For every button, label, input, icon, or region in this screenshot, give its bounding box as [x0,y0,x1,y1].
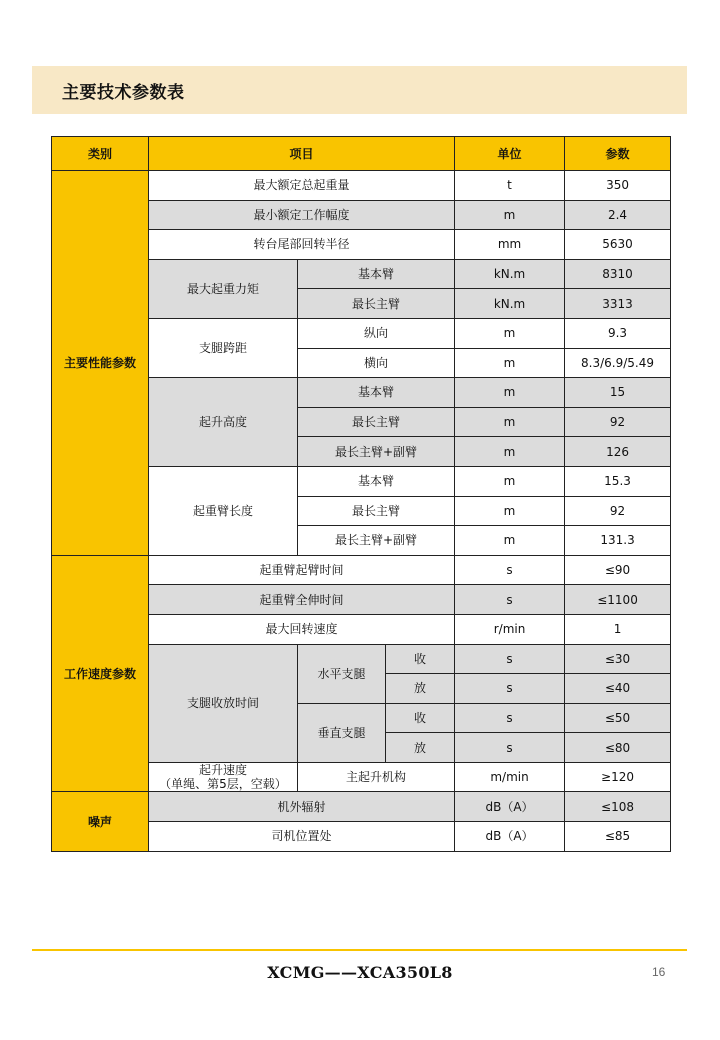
sub-item-cell: 水平支腿 [298,644,386,703]
group-cell: 起重臂长度 [149,466,298,555]
unit-cell: m [455,496,565,526]
value-cell: ≤30 [565,644,671,674]
unit-cell: dB（A） [455,792,565,822]
value-cell: 2.4 [565,200,671,230]
value-cell: 350 [565,171,671,201]
page-title: 主要技术参数表 [62,83,185,103]
unit-cell: m [455,348,565,378]
table-row [52,792,671,822]
unit-cell: dB（A） [455,822,565,852]
sub2-item-cell: 放 [386,674,455,704]
table-header-row [52,137,671,171]
group-cell: 支腿跨距 [149,318,298,377]
value-cell: 3313 [565,289,671,319]
value-cell: 92 [565,496,671,526]
value-cell: 1 [565,614,671,644]
unit-cell: m/min [455,762,565,792]
unit-cell: s [455,703,565,733]
section-title-band [32,66,687,114]
item-cell: 起重臂起臂时间 [149,555,455,585]
value-cell: 9.3 [565,318,671,348]
sub-item-cell: 主起升机构 [298,762,455,792]
unit-cell: m [455,318,565,348]
value-cell: 92 [565,407,671,437]
value-cell: ≤1100 [565,585,671,615]
unit-cell: kN.m [455,259,565,289]
unit-cell: s [455,555,565,585]
header-unit: 单位 [455,137,565,171]
unit-cell: s [455,585,565,615]
value-cell: ≥120 [565,762,671,792]
group-cell-line1: 起升速度 [198,763,247,778]
group-cell: 最大起重力矩 [149,259,298,318]
unit-cell: m [455,200,565,230]
group-cell [149,762,298,792]
table-row [52,555,671,585]
unit-cell: m [455,526,565,556]
item-cell: 最大回转速度 [149,614,455,644]
header-item: 项目 [149,137,455,171]
sub-item-cell: 纵向 [298,318,455,348]
page-number: 16 [652,965,666,979]
unit-cell: s [455,644,565,674]
value-cell: ≤90 [565,555,671,585]
sub2-item-cell: 收 [386,644,455,674]
unit-cell: mm [455,230,565,260]
value-cell: 15.3 [565,466,671,496]
value-cell: ≤108 [565,792,671,822]
group-cell: 起升高度 [149,378,298,467]
value-cell: ≤80 [565,733,671,763]
sub-item-cell: 最长主臂+副臂 [298,437,455,467]
item-cell: 最大额定总起重量 [149,171,455,201]
unit-cell: m [455,466,565,496]
item-cell: 最小额定工作幅度 [149,200,455,230]
sub-item-cell: 垂直支腿 [298,703,386,762]
sub2-item-cell: 放 [386,733,455,763]
value-cell: 8.3/6.9/5.49 [565,348,671,378]
value-cell: 126 [565,437,671,467]
unit-cell: m [455,437,565,467]
value-cell: ≤85 [565,822,671,852]
header-category: 类别 [52,137,149,171]
group-cell-line2: （单绳、第5层，空载） [159,777,287,792]
unit-cell: r/min [455,614,565,644]
category-performance: 主要性能参数 [52,171,149,556]
unit-cell: t [455,171,565,201]
value-cell: 15 [565,378,671,408]
value-cell: ≤40 [565,674,671,704]
item-cell: 转台尾部回转半径 [149,230,455,260]
unit-cell: m [455,407,565,437]
value-cell: 5630 [565,230,671,260]
category-noise: 噪声 [52,792,149,851]
sub-item-cell: 基本臂 [298,259,455,289]
footer-divider [32,949,687,951]
value-cell: 8310 [565,259,671,289]
value-cell: 131.3 [565,526,671,556]
sub-item-cell: 基本臂 [298,378,455,408]
sub-item-cell: 最长主臂 [298,496,455,526]
item-cell: 起重臂全伸时间 [149,585,455,615]
unit-cell: kN.m [455,289,565,319]
sub-item-cell: 最长主臂 [298,407,455,437]
header-value: 参数 [565,137,671,171]
sub-item-cell: 最长主臂+副臂 [298,526,455,556]
unit-cell: s [455,674,565,704]
sub-item-cell: 基本臂 [298,466,455,496]
group-cell: 支腿收放时间 [149,644,298,762]
sub2-item-cell: 收 [386,703,455,733]
category-speed: 工作速度参数 [52,555,149,792]
item-cell: 机外辐射 [149,792,455,822]
unit-cell: m [455,378,565,408]
table-row [52,171,671,201]
value-cell: ≤50 [565,703,671,733]
unit-cell: s [455,733,565,763]
item-cell: 司机位置处 [149,822,455,852]
spec-table [51,136,671,852]
sub-item-cell: 最长主臂 [298,289,455,319]
footer-brand: XCMG——XCA350L8 [267,963,453,982]
sub-item-cell: 横向 [298,348,455,378]
